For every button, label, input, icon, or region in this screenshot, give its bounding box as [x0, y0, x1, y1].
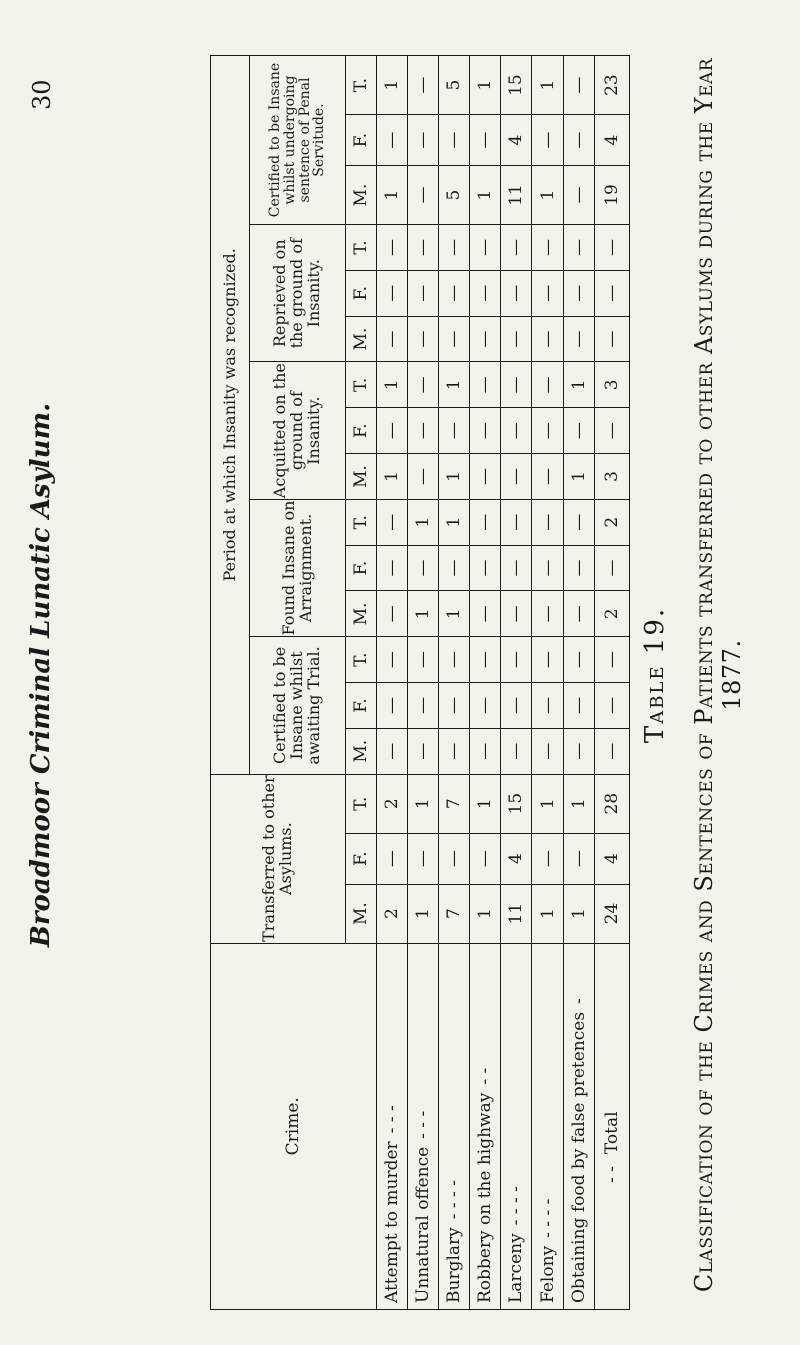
subheader-t: T. [345, 499, 376, 545]
value-cell: 1 [563, 774, 594, 833]
header-arraignment: Found Insane on Arraignment. [250, 499, 345, 636]
total-value-cell: — [594, 225, 629, 271]
value-cell: 5 [439, 166, 470, 225]
value-cell: — [470, 833, 501, 884]
value-cell: — [376, 316, 407, 362]
value-cell: — [532, 499, 563, 545]
rotated-page-content [0, 40, 800, 1310]
page-header [0, 40, 200, 1310]
total-value-cell: 28 [594, 774, 629, 833]
value-cell: — [501, 591, 532, 637]
subheader-m: M. [345, 591, 376, 637]
value-cell: 15 [501, 56, 532, 115]
value-cell: — [439, 115, 470, 166]
value-cell: 1 [439, 454, 470, 500]
table-row [563, 56, 594, 1310]
value-cell: — [563, 316, 594, 362]
value-cell: — [439, 545, 470, 591]
value-cell: — [501, 637, 532, 683]
value-cell: — [408, 362, 439, 408]
total-row [594, 56, 629, 1310]
crime-label: Larceny [506, 1233, 527, 1303]
value-cell: 1 [408, 884, 439, 943]
leader-dots: - - - - [444, 1180, 465, 1220]
value-cell: 2 [376, 884, 407, 943]
crime-label: Unnatural offence [413, 1146, 434, 1303]
total-value-cell: — [594, 270, 629, 316]
value-cell: 11 [501, 884, 532, 943]
crime-cell [470, 943, 501, 1309]
value-cell: — [439, 408, 470, 454]
header-penal-servitude: Certified to be Insane whilst undergoing sentence of Penal Servitude. [250, 56, 345, 225]
value-cell: — [408, 545, 439, 591]
total-value-cell: — [594, 683, 629, 729]
value-cell: — [376, 115, 407, 166]
leader-dots: - [568, 998, 589, 1004]
value-cell: — [563, 408, 594, 454]
value-cell: 1 [439, 362, 470, 408]
value-cell: — [408, 683, 439, 729]
value-cell: — [408, 225, 439, 271]
value-cell: — [376, 591, 407, 637]
header-crime: Crime. [211, 943, 377, 1309]
table-row [408, 56, 439, 1310]
value-cell: — [470, 545, 501, 591]
value-cell: — [532, 115, 563, 166]
value-cell: 1 [563, 362, 594, 408]
value-cell: — [563, 728, 594, 774]
value-cell: — [501, 225, 532, 271]
value-cell: — [501, 270, 532, 316]
value-cell: 1 [376, 56, 407, 115]
total-value-cell: — [594, 728, 629, 774]
total-value-cell: 23 [594, 56, 629, 115]
total-cell [594, 943, 629, 1309]
value-cell: — [470, 637, 501, 683]
value-cell: — [408, 56, 439, 115]
value-cell: — [376, 225, 407, 271]
subheader-m: M. [345, 166, 376, 225]
value-cell: — [408, 166, 439, 225]
table-row [470, 56, 501, 1310]
total-value-cell: 3 [594, 362, 629, 408]
subheader-f: F. [345, 115, 376, 166]
crime-label: Attempt to murder [381, 1141, 402, 1303]
value-cell: — [470, 683, 501, 729]
subheader-m: M. [345, 316, 376, 362]
table-row [532, 56, 563, 1310]
leader-dots: - - - - [506, 1186, 527, 1226]
value-cell: 1 [376, 362, 407, 408]
value-cell: — [532, 728, 563, 774]
header-reprieved: Reprieved on the ground of Insanity. [250, 225, 345, 362]
value-cell: — [501, 454, 532, 500]
leader-dots: - - - - [537, 1198, 558, 1238]
value-cell: 1 [470, 56, 501, 115]
subheader-t: T. [345, 774, 376, 833]
table-label: Table 19. [640, 606, 670, 744]
value-cell: — [408, 833, 439, 884]
value-cell: — [376, 545, 407, 591]
subheader-m: M. [345, 454, 376, 500]
value-cell: 1 [470, 884, 501, 943]
crime-cell [532, 943, 563, 1309]
value-cell: — [563, 545, 594, 591]
subheader-f: F. [345, 683, 376, 729]
value-cell: — [470, 408, 501, 454]
value-cell: — [408, 728, 439, 774]
total-value-cell: 3 [594, 454, 629, 500]
subheader-m: M. [345, 884, 376, 943]
total-value-cell: — [594, 545, 629, 591]
value-cell: 1 [532, 166, 563, 225]
value-cell: — [501, 728, 532, 774]
value-cell: — [408, 270, 439, 316]
subheader-t: T. [345, 225, 376, 271]
value-cell: 1 [439, 499, 470, 545]
crime-label: Robbery on the highway [475, 1092, 496, 1303]
value-cell: — [532, 637, 563, 683]
value-cell: 1 [470, 774, 501, 833]
value-cell: — [470, 728, 501, 774]
value-cell: 1 [408, 499, 439, 545]
value-cell: — [376, 637, 407, 683]
total-value-cell: — [594, 408, 629, 454]
total-value-cell: — [594, 637, 629, 683]
table-row [376, 56, 407, 1310]
value-cell: — [532, 408, 563, 454]
value-cell: — [439, 728, 470, 774]
value-cell: 4 [501, 833, 532, 884]
value-cell: 1 [563, 884, 594, 943]
value-cell: — [563, 166, 594, 225]
subheader-f: F. [345, 408, 376, 454]
value-cell: — [532, 270, 563, 316]
table-row [501, 56, 532, 1310]
crime-label: Obtaining food by false pretences [568, 1011, 589, 1303]
subheader-m: M. [345, 728, 376, 774]
value-cell: — [563, 270, 594, 316]
value-cell: — [376, 683, 407, 729]
value-cell: 2 [376, 774, 407, 833]
crime-cell [439, 943, 470, 1309]
value-cell: — [439, 833, 470, 884]
total-value-cell: 2 [594, 591, 629, 637]
value-cell: — [439, 270, 470, 316]
value-cell: 1 [470, 166, 501, 225]
value-cell: — [470, 115, 501, 166]
total-value-cell: 2 [594, 499, 629, 545]
subheader-t: T. [345, 637, 376, 683]
value-cell: 1 [408, 774, 439, 833]
value-cell: — [501, 499, 532, 545]
value-cell: — [376, 728, 407, 774]
total-value-cell: — [594, 316, 629, 362]
value-cell: — [470, 270, 501, 316]
total-label: Total [601, 1111, 622, 1155]
page-number: 30 [28, 79, 56, 110]
value-cell: — [563, 591, 594, 637]
leader-dots: - - [475, 1067, 496, 1085]
value-cell: 15 [501, 774, 532, 833]
value-cell: — [532, 683, 563, 729]
running-head: Broadmoor Criminal Lunatic Asylum. [26, 402, 56, 948]
crime-cell [563, 943, 594, 1309]
value-cell: — [376, 833, 407, 884]
crime-cell [376, 943, 407, 1309]
leader-dots: - - [601, 1166, 622, 1183]
value-cell: 1 [532, 774, 563, 833]
value-cell: — [532, 545, 563, 591]
table-row [439, 56, 470, 1310]
leader-dots: - - - [413, 1110, 434, 1139]
value-cell: 7 [439, 884, 470, 943]
table-title: Classification of the Crimes and Sentences of Patients transferred to other Asylums during the Year 1877. [690, 57, 746, 1293]
value-cell: — [532, 454, 563, 500]
value-cell: — [470, 454, 501, 500]
subheader-f: F. [345, 270, 376, 316]
value-cell: 4 [501, 115, 532, 166]
value-cell: — [408, 115, 439, 166]
header-awaiting-trial: Certified to be Insane whilst awaiting Trial. [250, 637, 345, 774]
value-cell: — [563, 225, 594, 271]
value-cell: — [439, 225, 470, 271]
crime-label: Burglary [444, 1227, 465, 1303]
value-cell: 1 [532, 56, 563, 115]
subheader-t: T. [345, 362, 376, 408]
value-cell: — [470, 499, 501, 545]
value-cell: 7 [439, 774, 470, 833]
value-cell: — [532, 833, 563, 884]
value-cell: 1 [376, 166, 407, 225]
value-cell: — [563, 499, 594, 545]
value-cell: 1 [376, 454, 407, 500]
value-cell: — [501, 362, 532, 408]
value-cell: — [470, 591, 501, 637]
subheader-f: F. [345, 545, 376, 591]
value-cell: — [532, 316, 563, 362]
value-cell: — [501, 683, 532, 729]
value-cell: 1 [563, 454, 594, 500]
value-cell: 5 [439, 56, 470, 115]
value-cell: 1 [408, 591, 439, 637]
value-cell: — [439, 637, 470, 683]
value-cell: — [439, 683, 470, 729]
value-cell: 1 [532, 884, 563, 943]
header-acquitted: Acquitted on the ground of Insanity. [250, 362, 345, 499]
crime-table [210, 55, 630, 1310]
value-cell: — [532, 225, 563, 271]
value-cell: — [408, 316, 439, 362]
value-cell: — [532, 591, 563, 637]
value-cell: — [501, 408, 532, 454]
value-cell: 1 [439, 591, 470, 637]
value-cell: — [470, 225, 501, 271]
header-period: Period at which Insanity was recognized. [211, 56, 250, 775]
value-cell: — [563, 683, 594, 729]
value-cell: — [501, 545, 532, 591]
subheader-t: T. [345, 56, 376, 115]
value-cell: — [563, 637, 594, 683]
value-cell: — [563, 833, 594, 884]
value-cell: — [563, 56, 594, 115]
total-value-cell: 24 [594, 884, 629, 943]
leader-dots: - - - [381, 1105, 402, 1134]
subheader-f: F. [345, 833, 376, 884]
header-transferred: Transferred to other Asylums. [211, 774, 346, 943]
total-value-cell: 19 [594, 166, 629, 225]
value-cell: 11 [501, 166, 532, 225]
value-cell: — [408, 454, 439, 500]
total-value-cell: 4 [594, 833, 629, 884]
value-cell: — [376, 270, 407, 316]
value-cell: — [470, 362, 501, 408]
crime-cell [501, 943, 532, 1309]
crime-label: Felony [537, 1245, 558, 1303]
crime-cell [408, 943, 439, 1309]
value-cell: — [376, 499, 407, 545]
value-cell: — [376, 408, 407, 454]
value-cell: — [408, 408, 439, 454]
total-value-cell: 4 [594, 115, 629, 166]
value-cell: — [408, 637, 439, 683]
value-cell: — [501, 316, 532, 362]
value-cell: — [439, 316, 470, 362]
value-cell: — [470, 316, 501, 362]
value-cell: — [563, 115, 594, 166]
value-cell: — [532, 362, 563, 408]
